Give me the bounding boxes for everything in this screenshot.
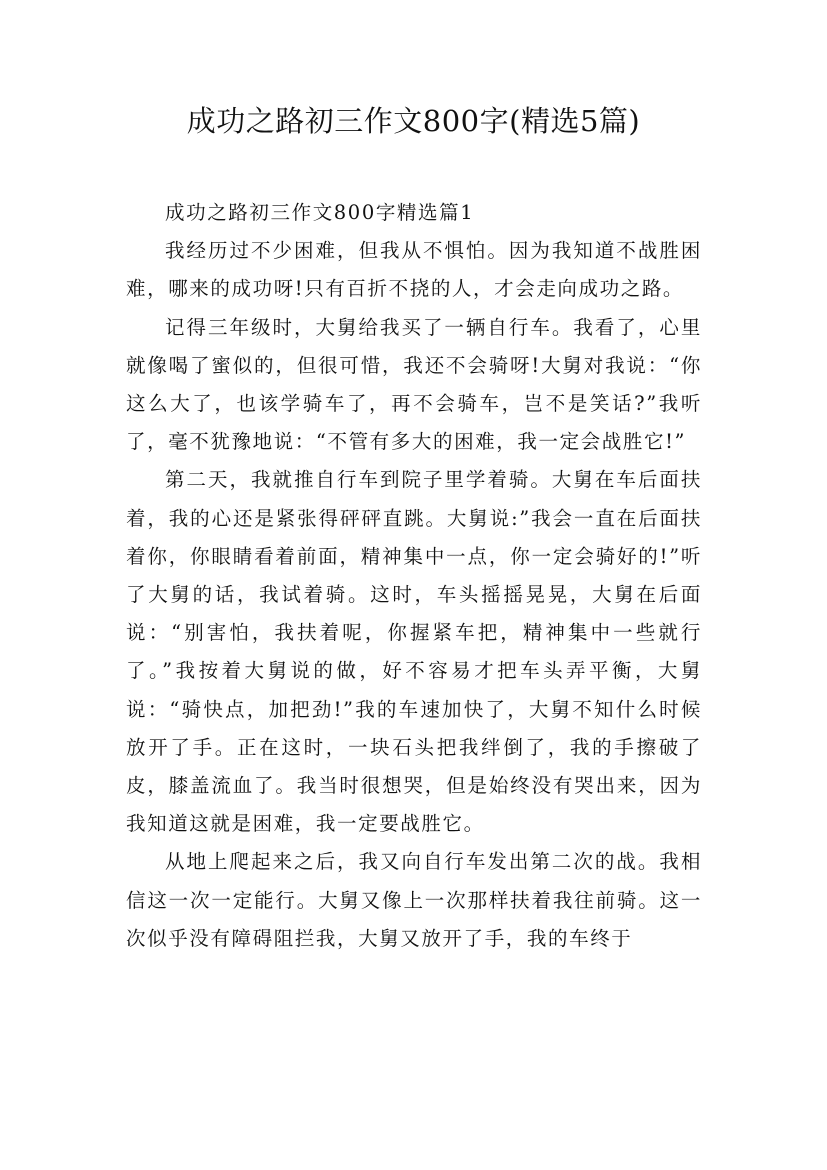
document-body: [126, 194, 702, 958]
paragraph: 第二天，我就推自行车到院子里学着骑。大舅在车后面扶着，我的心还是紧张得砰砰直跳。大舅说:”我会一直在后面扶着你，你眼睛看着前面，精神集中一点，你一定会骑好的!”听了大舅的话，我试着骑。这时，车头摇摇晃晃，大舅在后面说：“别害怕，我扶着呢，你握紧车把，精神集中一些就行了。”我按着大舅说的做，好不容易才把车头弄平衡，大舅说：“骑快点，加把劲!”我的车速加快了，大舅不知什么时候放开了手。正在这时，一块石头把我绊倒了，我的手擦破了皮，膝盖流血了。我当时很想哭，但是始终没有哭出来，因为我知道这就是困难，我一定要战胜它。: [126, 468, 702, 836]
document-title: 成功之路初三作文800字(精选5篇): [186, 104, 641, 138]
section-heading: 成功之路初三作文800字精选篇1: [165, 201, 475, 224]
paragraph: 从地上爬起来之后，我又向自行车发出第二次的战。我相信这一次一定能行。大舅又像上一次那样扶着我往前骑。这一次似乎没有障碍阻拦我，大舅又放开了手，我的车终于: [126, 850, 702, 950]
paragraph: 记得三年级时，大舅给我买了一辆自行车。我看了，心里就像喝了蜜似的，但很可惜，我还不会骑呀!大舅对我说：“你这么大了，也该学骑车了，再不会骑车，岂不是笑话?”我听了，毫不犹豫地说：“不管有多大的困难，我一定会战胜它!”: [126, 315, 702, 454]
paragraph: 我经历过不少困难，但我从不惧怕。因为我知道不战胜困难，哪来的成功呀!只有百折不挠的人，才会走向成功之路。: [126, 239, 702, 301]
